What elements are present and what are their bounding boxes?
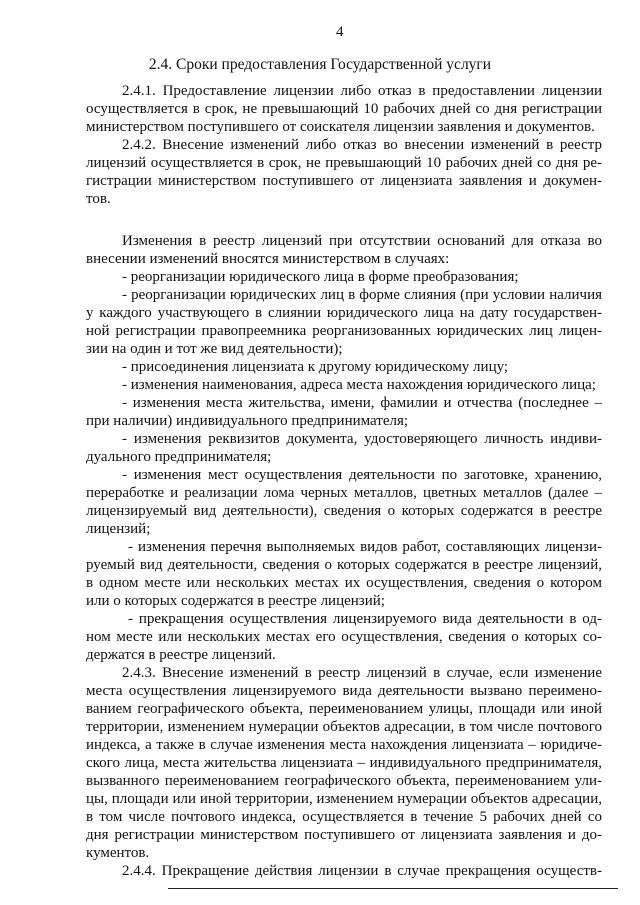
text-line: ной регистрации правопреемника реорганизованных юридических лиц лицен- [86, 323, 602, 339]
text-line: ского лица, места жительства лицензиата – индивидуального предпринимателя, [86, 755, 602, 771]
text-line: - реорганизации юридических лиц в форме слияния (при условии наличия [122, 287, 602, 303]
text-line: у каждого участвующего в слиянии юридического лица на дату государствен- [86, 305, 602, 321]
text-line: гистрации министерством поступившего от лицензиата заявления и докумен- [86, 173, 602, 189]
text-line: ном месте или нескольких местах его осуществления, сведения о которых со- [86, 629, 602, 645]
text-line: места осуществления лицензируемого вида деятельности вызвано переимено- [86, 683, 602, 699]
text-line: - реорганизации юридического лица в форме преобразования; [122, 269, 519, 285]
text-line: 2.4.3. Внесение изменений в реестр лицензий в случае, если изменение [122, 665, 602, 681]
text-line: министерством поступившего от соискателя лицензии заявления и документов. [86, 119, 595, 135]
text-line: цы, площади или иной территории, изменением нумерации объектов адресации, [86, 791, 602, 807]
text-line: ванием географического объекта, переименованием улицы, площади или иной [86, 701, 602, 717]
text-line: 2.4.2. Внесение изменений либо отказ во внесении изменений в реестр [122, 137, 602, 153]
text-line: держатся в реестре лицензий. [86, 647, 276, 663]
text-line: при наличии) индивидуального предпринимателя; [86, 413, 409, 429]
text-line: дуального предпринимателя; [86, 449, 272, 465]
text-line: тов. [86, 191, 111, 207]
text-line: в том числе почтового индекса, осуществляется в течение 5 рабочих дней со [86, 809, 602, 825]
text-line: - изменения перечня выполняемых видов работ, составляющих лицензи- [128, 539, 602, 555]
text-line: переработке и реализации лома черных металлов, цветных металлов (далее – [86, 485, 602, 501]
text-line: в одном месте или нескольких местах их осуществления, сведения о котором [86, 575, 602, 591]
text-line: вызванного переименованием географического объекта, переименованием ули- [86, 773, 602, 789]
text-line: Изменения в реестр лицензий при отсутствии оснований для отказа во [122, 233, 602, 249]
text-line: - изменения места жительства, имени, фамилии и отчества (последнее – [122, 395, 602, 411]
text-line: руемый вид деятельности, сведения о которых содержатся в реестре лицензий, [86, 557, 602, 573]
text-line: - изменения наименования, адреса места нахождения юридического лица; [122, 377, 596, 393]
text-line: зии на один и тот же вид деятельности); [86, 341, 343, 357]
text-line: кументов. [86, 845, 150, 861]
text-line: лицензируемый вид деятельности), сведения о которых содержатся в реестре [86, 503, 602, 519]
text-line: территории, изменением нумерации объектов адресации, в том числе почтового [86, 719, 602, 735]
section-title: 2.4. Сроки предоставления Государственной услуги [148, 56, 492, 73]
text-line: лицензий осуществляется в срок, не превышающий 10 рабочих дней со дня ре- [86, 155, 602, 171]
page-number: 4 [336, 24, 344, 40]
text-line: 2.4.1. Предоставление лицензии либо отказ в предоставлении лицензии [122, 83, 602, 99]
text-line: 2.4.4. Прекращение действия лицензии в случае прекращения осуществ- [122, 863, 602, 879]
footer-rule [168, 888, 618, 889]
text-line: - присоединения лицензиата к другому юридическому лицу; [122, 359, 509, 375]
text-line: лицензий; [86, 521, 151, 537]
text-line: осуществляется в срок, не превышающий 10 рабочих дней со дня регистрации [86, 101, 602, 117]
text-line: - прекращения осуществления лицензируемого вида деятельности в од- [128, 611, 602, 627]
text-line: или о которых содержатся в реестре лицензий; [86, 593, 385, 609]
text-line: - изменения мест осуществления деятельности по заготовке, хранению, [122, 467, 602, 483]
text-line: - изменения реквизитов документа, удостоверяющего личность индиви- [122, 431, 602, 447]
text-line: внесении изменений вносятся министерством в случаях: [86, 251, 450, 267]
text-line: индекса, а также в случае изменения места нахождения лицензиата – юридиче- [86, 737, 602, 753]
text-line: дня регистрации министерством поступившего от лицензиата заявления и до- [86, 827, 602, 843]
